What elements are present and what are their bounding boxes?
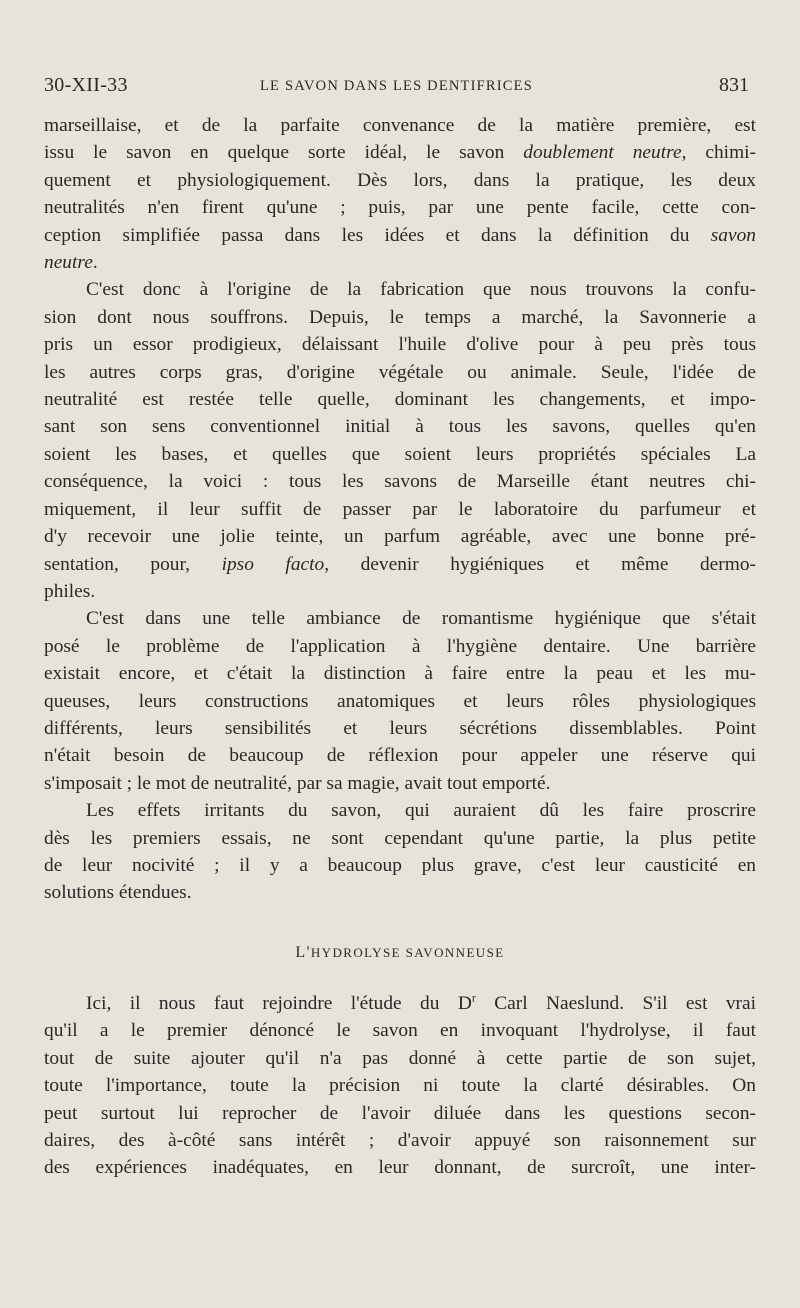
text-line: marseillaise, et de la parfaite convenance de la matière première, est (44, 115, 756, 136)
text-line: neutralités n'en firent qu'une ; puis, par une pente facile, cette con- (44, 197, 756, 219)
text-line: C'est dans une telle ambiance de romantisme hygiénique que s'était (86, 608, 756, 630)
text-line: sant son sens conventionnel initial à tous les savons, quelles qu'en (44, 416, 756, 438)
text-line: quement et physiologiquement. Dès lors, dans la pratique, les deux (44, 169, 756, 191)
text-line: peut surtout lui reprocher de l'avoir diluée dans les questions secon- (44, 1102, 756, 1124)
text-line: différents, leurs sensibilités et leurs sécrétions dissemblables. Point (44, 717, 756, 739)
page-number: 831 (719, 74, 749, 96)
text-line: Les effets irritants du savon, qui auraient dû les faire proscrire (86, 800, 756, 822)
text-line: s'imposait ; le mot de neutralité, par sa magie, avait tout emporté. (44, 772, 551, 794)
text-line: tout de suite ajouter qu'il n'a pas donné à cette partie de son sujet, (44, 1047, 756, 1069)
text-line: pris un essor prodigieux, délaissant l'huile d'olive pour à peu près tous (44, 334, 756, 356)
text-line: conséquence, la voici : tous les savons de Marseille étant neutres chi- (44, 471, 756, 493)
text-run: , devenir hygiéniques et même dermo- (324, 553, 756, 575)
paragraph-5 (44, 990, 756, 1182)
text-line: neutralité est restée telle quelle, dominant les changements, et impo- (44, 389, 756, 411)
text-run: ception simplifiée passa dans les idées et dans la définition du (44, 224, 711, 246)
text-run: sentation, pour, (44, 553, 222, 575)
text-line (44, 139, 756, 166)
paragraph-4 (44, 797, 756, 907)
text-run: . (92, 252, 98, 274)
text-line (44, 990, 756, 1017)
text-line: daires, des à-côté sans intérêt ; d'avoir appuyé son raisonnement sur (44, 1130, 756, 1152)
text-line: de leur nocivité ; il y a beaucoup plus grave, c'est leur causticité en (44, 854, 756, 876)
header-date: 30-XII-33 (44, 74, 128, 96)
text-run: , chimi- (681, 142, 756, 164)
superscript: r (471, 990, 476, 1005)
section-heading-text: HYDROLYSE SAVONNEUSE (310, 945, 505, 960)
text-run: Ici, il nous faut rejoindre l'étude du D (86, 993, 472, 1014)
text-line: philes. (44, 580, 96, 602)
italic-run: doublement neutre (523, 142, 682, 164)
text-line: d'y recevoir une jolie teinte, un parfum agréable, avec une bonne pré- (44, 526, 756, 548)
paragraph-2 (44, 276, 756, 605)
text-line: soient les bases, et quelles que soient leurs propriétés spéciales La (44, 443, 756, 465)
text-line: qu'il a le premier dénoncé le savon en invoquant l'hydrolyse, il faut (44, 1020, 756, 1042)
running-header (44, 74, 749, 104)
text-line: C'est donc à l'origine de la fabrication que nous trouvons la confu- (86, 279, 756, 301)
paragraph-3 (44, 605, 756, 797)
text-line (44, 249, 756, 276)
text-line (44, 551, 756, 578)
text-run: Carl Naeslund. S'il est vrai (475, 993, 756, 1014)
text-line: n'était besoin de beaucoup de réflexion pour appeler une réserve qui (44, 745, 756, 767)
text-line: toute l'importance, toute la précision ni toute la clarté désirables. On (44, 1075, 756, 1097)
text-run: issu le savon en quelque sorte idéal, le savon (44, 142, 524, 164)
text-line: solutions étendues. (44, 882, 192, 904)
text-line: existait encore, et c'était la distinction à faire entre la peau et les mu- (44, 663, 756, 685)
text-line: dès les premiers essais, ne sont cependant qu'une partie, la plus petite (44, 827, 756, 849)
section-heading-initial: L' (295, 944, 311, 961)
section-heading (44, 944, 756, 962)
text-line: miquement, il leur suffit de passer par le laboratoire du parfumeur et (44, 498, 756, 520)
text-line: posé le problème de l'application à l'hygiène dentaire. Une barrière (44, 635, 756, 657)
text-line: sion dont nous souffrons. Depuis, le temps a marché, la Savonnerie a (44, 306, 756, 328)
body-text-bottom (44, 990, 756, 1182)
text-line: des expériences inadéquates, en leur donnant, de surcroît, une inter- (44, 1157, 756, 1179)
italic-run: savon (710, 224, 756, 246)
text-line: les autres corps gras, d'origine végétale ou animale. Seule, l'idée de (44, 361, 756, 383)
paragraph-1 (44, 112, 756, 276)
italic-run: neutre (44, 252, 93, 274)
header-running-title: LE SAVON DANS LES DENTIFRICES (260, 78, 533, 94)
text-line: queuses, leurs constructions anatomiques et leurs rôles physiologiques (44, 690, 756, 712)
body-text-top (44, 112, 756, 907)
text-line (44, 222, 756, 249)
italic-run: ipso facto (221, 553, 325, 575)
